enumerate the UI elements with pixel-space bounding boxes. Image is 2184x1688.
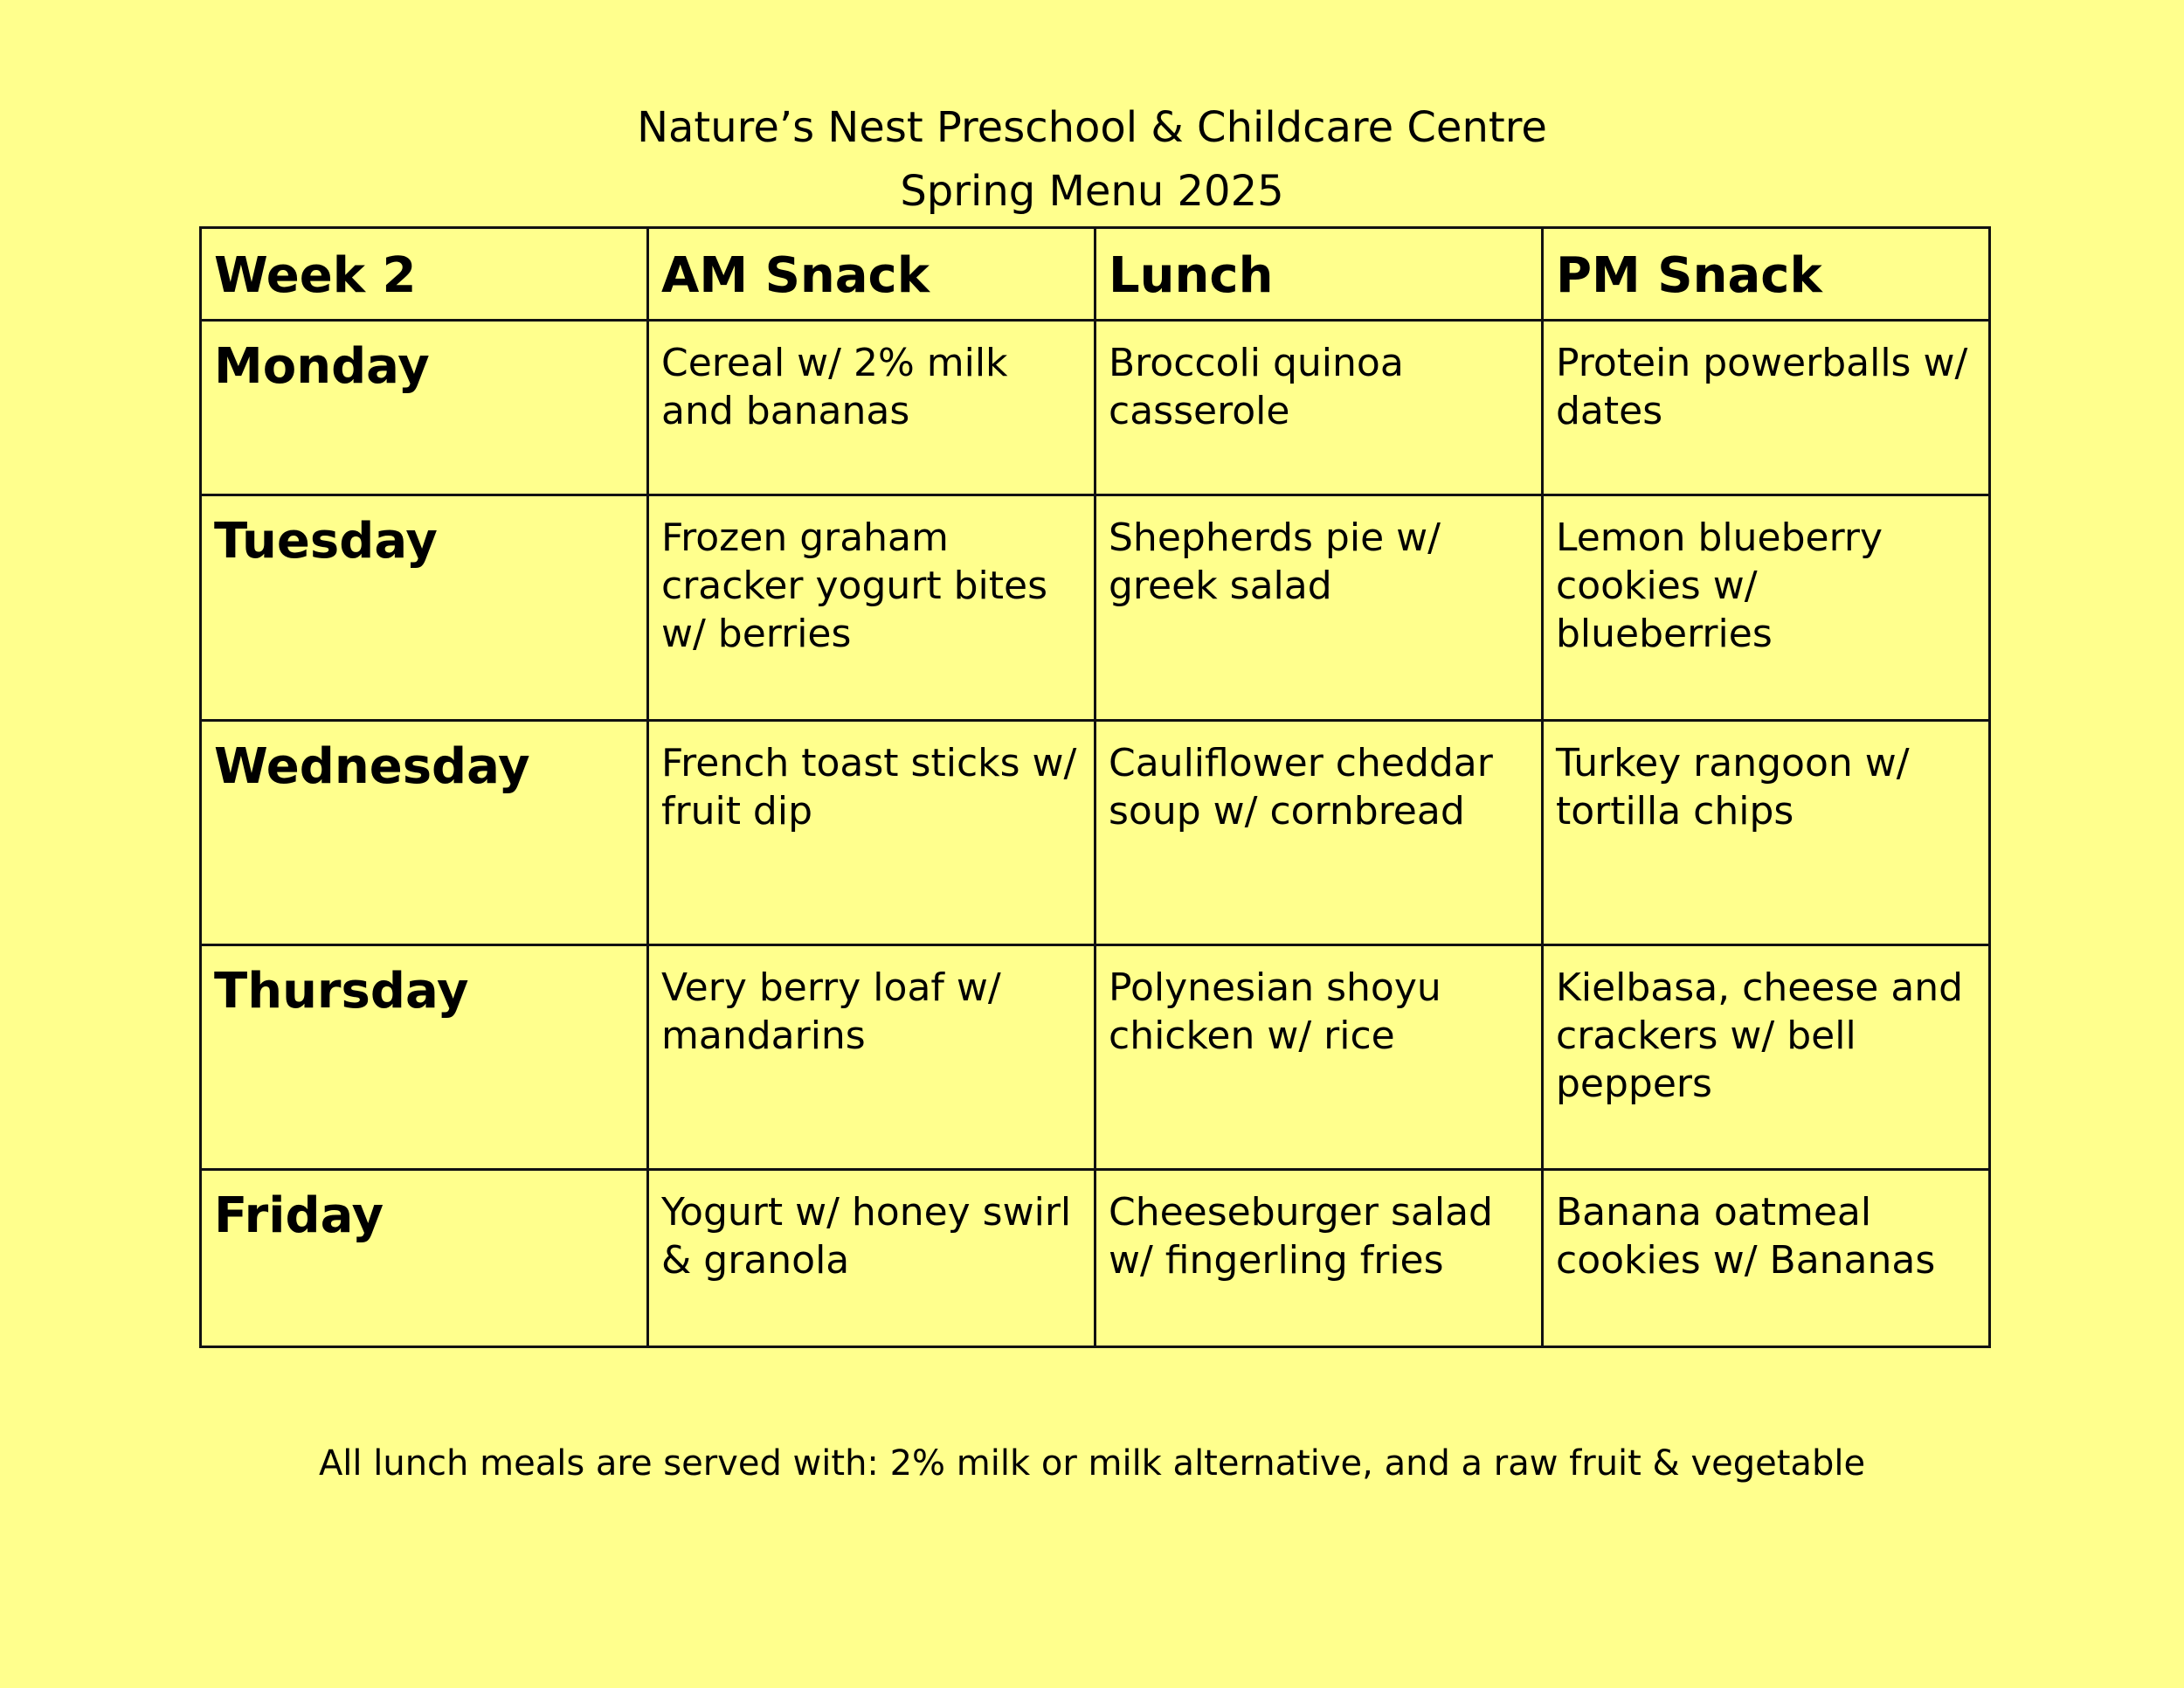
lunch-cell: Cheeseburger salad w/ fingerling fries [1095, 1170, 1543, 1347]
table-header-row [201, 228, 1990, 321]
table-row [201, 721, 1990, 945]
lunch-cell: Cauliflower cheddar soup w/ cornbread [1095, 721, 1543, 945]
pm-snack-cell: Lemon blueberry cookies w/ blueberries [1543, 495, 1990, 721]
table-row [201, 945, 1990, 1170]
column-header-am-snack: AM Snack [648, 228, 1095, 321]
page-title: Nature’s Nest Preschool & Childcare Centre [637, 103, 1547, 152]
column-header-pm-snack: PM Snack [1543, 228, 1990, 321]
column-header-lunch: Lunch [1095, 228, 1543, 321]
lunch-cell: Shepherds pie w/ greek salad [1095, 495, 1543, 721]
am-snack-cell: Very berry loaf w/ mandarins [648, 945, 1095, 1170]
day-cell: Tuesday [201, 495, 648, 721]
day-cell: Monday [201, 321, 648, 495]
day-cell: Wednesday [201, 721, 648, 945]
pm-snack-cell: Banana oatmeal cookies w/ Bananas [1543, 1170, 1990, 1347]
table-row [201, 1170, 1990, 1347]
footer-note: All lunch meals are served with: 2% milk or milk alternative, and a raw fruit & vegetable [318, 1443, 1866, 1484]
lunch-cell: Polynesian shoyu chicken w/ rice [1095, 945, 1543, 1170]
day-cell: Friday [201, 1170, 648, 1347]
menu-table [199, 226, 1991, 1348]
am-snack-cell: Cereal w/ 2% milk and bananas [648, 321, 1095, 495]
column-header-week: Week 2 [201, 228, 648, 321]
am-snack-cell: Frozen graham cracker yogurt bites w/ berries [648, 495, 1095, 721]
page-subtitle: Spring Menu 2025 [900, 167, 1284, 216]
pm-snack-cell: Kielbasa, cheese and crackers w/ bell peppers [1543, 945, 1990, 1170]
pm-snack-cell: Protein powerballs w/ dates [1543, 321, 1990, 495]
day-cell: Thursday [201, 945, 648, 1170]
am-snack-cell: Yogurt w/ honey swirl & granola [648, 1170, 1095, 1347]
am-snack-cell: French toast sticks w/ fruit dip [648, 721, 1095, 945]
pm-snack-cell: Turkey rangoon w/ tortilla chips [1543, 721, 1990, 945]
table-row [201, 495, 1990, 721]
lunch-cell: Broccoli quinoa casserole [1095, 321, 1543, 495]
table-row [201, 321, 1990, 495]
